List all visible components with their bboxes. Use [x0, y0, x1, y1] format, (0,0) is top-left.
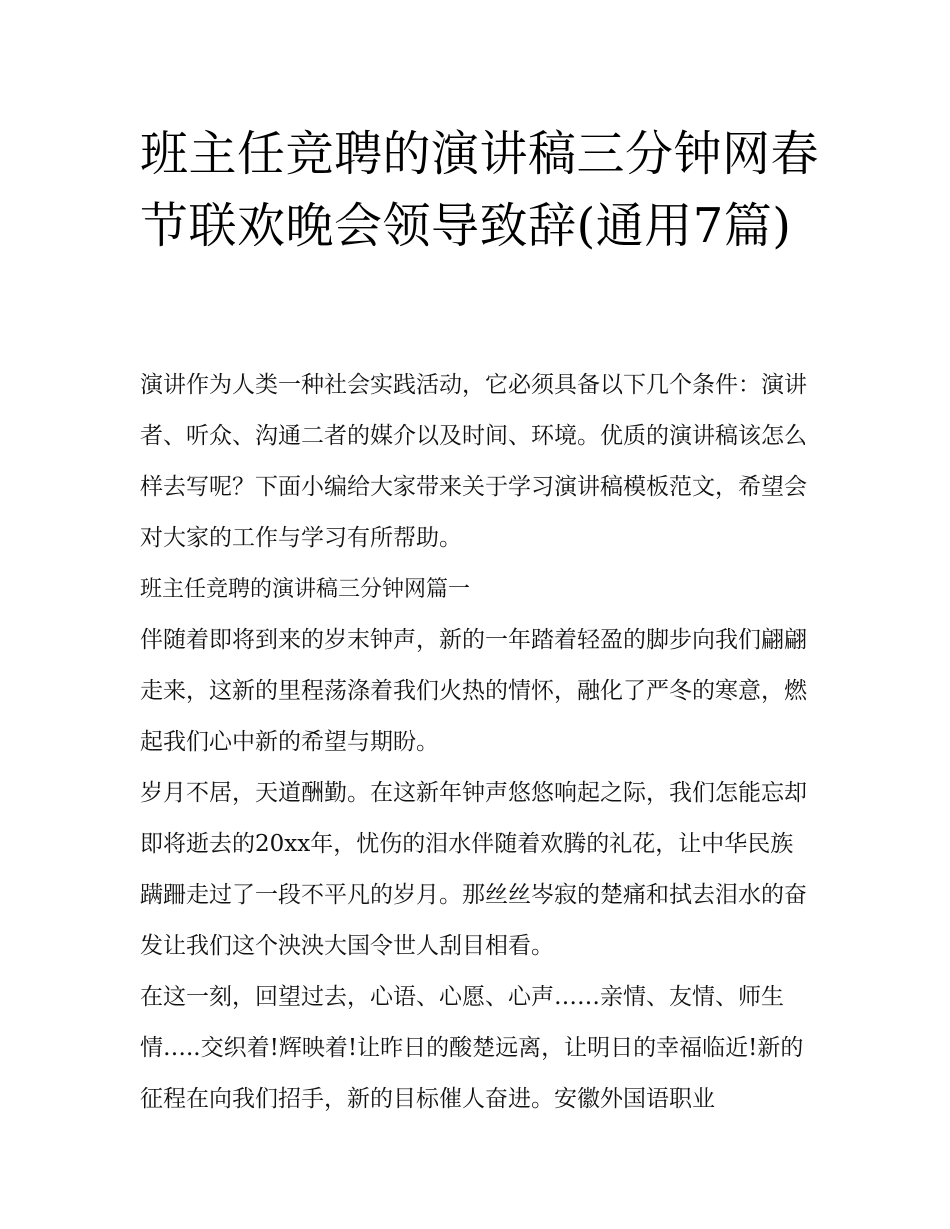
- document-title: 班主任竞聘的演讲稿三分钟网春节联欢晚会领导致辞(通用7篇): [140, 126, 820, 254]
- body-paragraph: 岁月不居，天道酬勤。在这新年钟声悠悠响起之际，我们怎能忘却即将逝去的20xx年，忧伤的泪水伴随着欢腾的礼花，让中华民族蹒跚走过了一段不平凡的岁月。那丝丝岑寂的楚痛和拭去泪水的奋发让我们这个泱泱大国令世人刮目相看。: [140, 780, 807, 959]
- document-body: [140, 360, 816, 1125]
- body-paragraph: 伴随着即将到来的岁末钟声，新的一年踏着轻盈的脚步向我们翩翩走来，这新的里程荡涤着我们火热的情怀，融化了严冬的寒意，燃起我们心中新的希望与期盼。: [140, 627, 807, 755]
- intro-paragraph: 演讲作为人类一种社会实践活动，它必须具备以下几个条件：演讲者、听众、沟通二者的媒介以及时间、环境。优质的演讲稿该怎么样去写呢？下面小编给大家带来关于学习演讲稿模板范文，希望会对大家的工作与学习有所帮助。: [140, 372, 807, 551]
- body-paragraph: 在这一刻，回望过去，心语、心愿、心声……亲情、友情、师生情…..交织着!辉映着!让昨日的酸楚远离，让明日的幸福临近!新的征程在向我们招手，新的目标催人奋进。安徽外国语职业: [140, 984, 804, 1112]
- section-heading: 班主任竞聘的演讲稿三分钟网篇一: [140, 577, 471, 602]
